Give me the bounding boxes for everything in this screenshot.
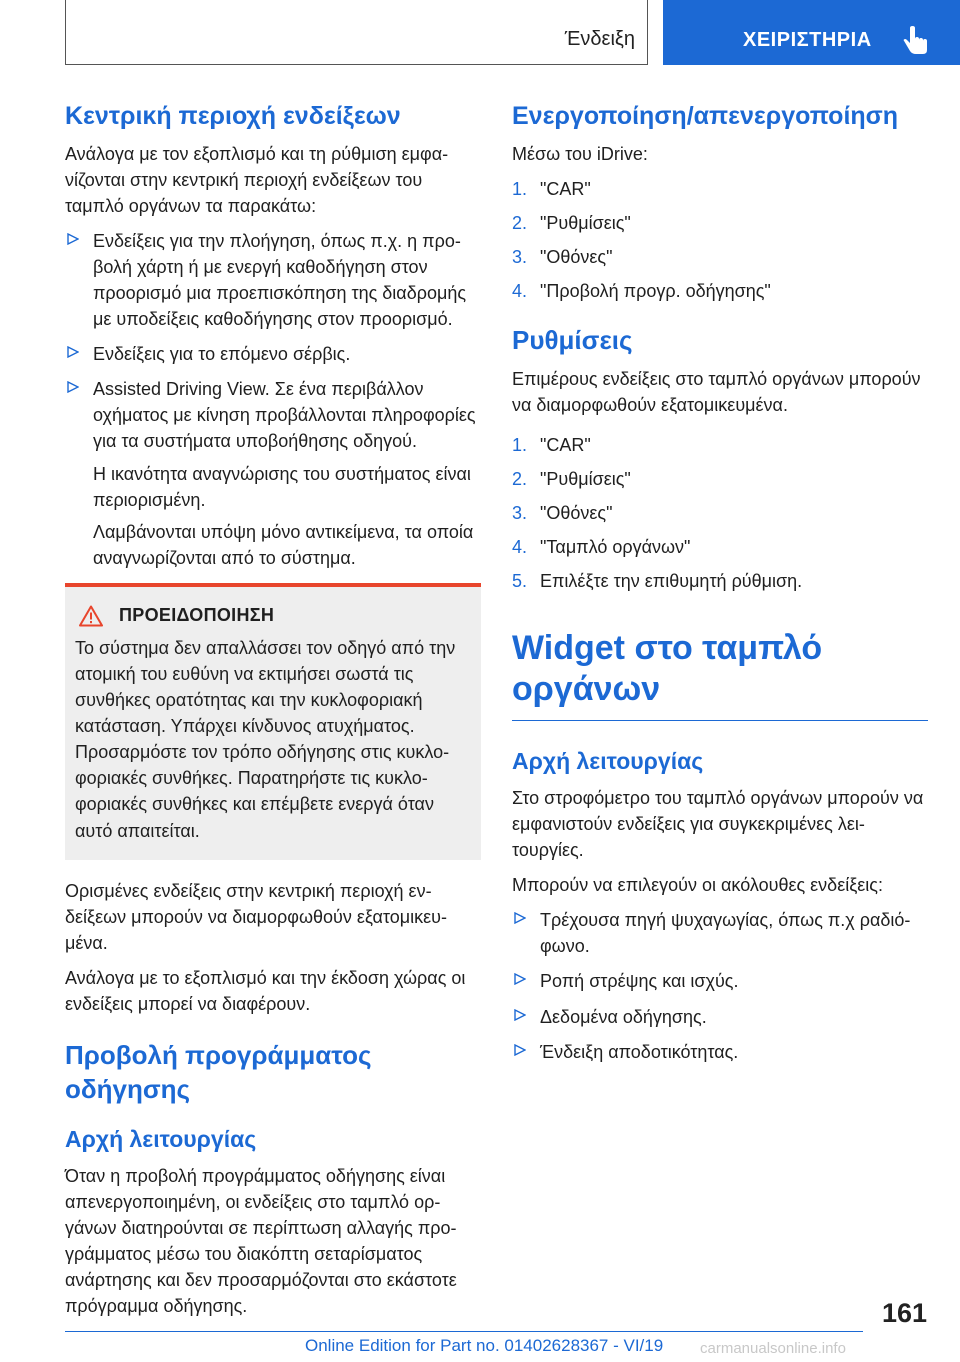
list-item — [512, 1004, 928, 1030]
step-text: "Προβολή προγρ. οδήγησης" — [540, 280, 771, 301]
list-item — [512, 534, 928, 560]
chapter-title-widget: Widget στο ταμπλό οργάνων — [512, 629, 823, 709]
numbered-list — [512, 432, 928, 594]
numbered-list — [512, 176, 928, 304]
step-text: Επιλέξτε την επιθυμητή ρύθμιση. — [540, 571, 803, 592]
paragraph: Ανάλογα με τον εξοπλισμό και τη ρύθμιση εμφανίζονται στην κεντρική περιοχή ενδείξεων του ταμπλό οργάνων τα παρακάτω: — [65, 143, 449, 216]
list-item — [512, 907, 928, 959]
step-text: "Οθόνες" — [540, 246, 613, 267]
list-item — [512, 244, 928, 270]
list-item — [512, 278, 928, 304]
paragraph: Μπορούν να επιλεγούν οι ακόλουθες ενδείξεις: — [512, 875, 883, 896]
footer-divider — [65, 1331, 863, 1332]
triangle-bullet-icon — [67, 381, 79, 393]
header-chapter-tab — [663, 0, 960, 65]
list-item — [512, 210, 928, 236]
step-number: 5. — [512, 571, 528, 592]
list-item — [65, 228, 481, 332]
paragraph: Στο στροφόμετρο του ταμπλό οργάνων μπορούν να εμφανιστούν ενδείξεις για συγκεκριμένες λειτουργίες. — [512, 787, 924, 861]
triangle-bullet-icon — [514, 1044, 526, 1056]
hand-pointer-icon — [899, 24, 933, 58]
triangle-bullet-icon — [67, 346, 79, 358]
step-number: 3. — [512, 246, 528, 267]
section-title-activation: Ενεργοποίηση/απενεργοποίηση — [512, 102, 899, 130]
list-item — [512, 432, 928, 458]
list-item-text: Τρέχουσα πηγή ψυχαγωγίας, όπως π.χ ραδιόφωνο. — [540, 910, 911, 957]
step-number: 4. — [512, 280, 528, 301]
left-column — [65, 100, 481, 1328]
title-divider — [512, 720, 928, 721]
step-text: "CAR" — [540, 178, 591, 199]
right-column — [512, 100, 928, 1074]
list-item — [512, 176, 928, 202]
triangle-bullet-icon — [67, 233, 79, 245]
paragraph: Ανάλογα με το εξοπλισμό και την έκδοση χώρας οι ενδείξεις μπορεί να διαφέρουν. — [65, 967, 466, 1015]
list-item-text: Ένδειξη αποδοτικότητας. — [540, 1041, 739, 1062]
step-text: "CAR" — [540, 434, 591, 455]
paragraph: Όταν η προβολή προγράμματος οδήγησης είναι απενεργοποιημένη, οι ενδείξεις στο ταμπλό οργάνων διατηρούνται σε περίπτωση αλλαγής προγράμματος μέσω του διακόπτη σεταρίσματος ανάρτησης και δεν προσαρμόζονται στο εκάστοτε πρόγραμμα οδήγησης. — [65, 1165, 457, 1317]
paragraph: Επιμέρους ενδείξεις στο ταμπλό οργάνων μπορούν να διαμορφωθούν εξατομικευμένα. — [512, 368, 921, 415]
section-title-driving-program: Προβολή προγράμματος οδήγησης — [65, 1040, 372, 1104]
page-number: 161 — [881, 1298, 927, 1328]
step-text: "Οθόνες" — [540, 503, 613, 524]
step-number: 3. — [512, 503, 528, 524]
header-tab-label: ΧΕΙΡΙΣΤΗΡΙΑ — [743, 29, 872, 51]
paragraph: Ορισμένες ενδείξεις στην κεντρική περιοχή ενδείξεων μπορούν να διαμορφωθούν εξατομικευμένα. — [65, 880, 447, 953]
step-number: 1. — [512, 178, 528, 199]
header-title: Ένδειξη — [564, 28, 635, 50]
list-item — [512, 500, 928, 526]
step-text: "Ρυθμίσεις" — [540, 469, 631, 490]
paragraph: Μέσω του iDrive: — [512, 143, 648, 164]
list-item-text: Δεδομένα οδήγησης. — [540, 1006, 707, 1027]
list-item — [512, 466, 928, 492]
list-item-text: Assisted Driving View. Σε ένα περιβάλλον οχήματος με κίνηση προβάλλονται πληροφορίες για τα συστήματα υποβοήθησης οδηγού. — [93, 379, 476, 452]
list-item-text: Ενδείξεις για το επόμενο σέρβις. — [93, 344, 351, 365]
step-number: 1. — [512, 434, 528, 455]
subsection-title: Αρχή λειτουργίας — [512, 748, 704, 775]
warning-triangle-icon — [79, 605, 103, 627]
warning-title: ΠΡΟΕΙΔΟΠΟΙΗΣΗ — [119, 605, 275, 626]
triangle-bullet-icon — [514, 1009, 526, 1021]
step-text: "Ταμπλό οργάνων" — [540, 537, 691, 558]
list-item — [65, 376, 481, 571]
list-item-text: Ενδείξεις για την πλοήγηση, όπως π.χ. η προβολή χάρτη ή με ενεργή καθοδήγηση στον προορισμό μια προεπισκόπηση της διαδρομής με υποδείξεις καθοδήγησης στον προορισμό. — [93, 230, 467, 330]
section-title-settings: Ρυθμίσεις — [512, 324, 633, 355]
triangle-bullet-icon — [514, 973, 526, 985]
list-item — [512, 1039, 928, 1065]
step-text: "Ρυθμίσεις" — [540, 212, 631, 233]
bullet-list — [65, 228, 481, 571]
triangle-bullet-icon — [514, 912, 526, 924]
step-number: 2. — [512, 212, 528, 233]
header-title-box — [65, 0, 648, 65]
step-number: 2. — [512, 469, 528, 490]
list-item — [512, 968, 928, 994]
footer-watermark: carmanualsonline.info — [700, 1340, 846, 1357]
warning-header — [75, 605, 471, 627]
list-item — [65, 341, 481, 367]
list-item-text: Ροπή στρέψης και ισχύς. — [540, 971, 739, 992]
bullet-list — [512, 907, 928, 1064]
subsection-title: Αρχή λειτουργίας — [65, 1125, 257, 1152]
list-item-note: Η ικανότητα αναγνώρισης του συστήματος είναι περιορισμένη. — [93, 463, 471, 510]
warning-text: Το σύστημα δεν απαλλάσσει τον οδηγό από την ατομική του ευθύνη να εκτιμήσει σωστά τις συνθήκες ορατότητας και την κυκλοφοριακή κατάσταση. Υπάρχει κίνδυνος ατυχήματος. Προσαρμόστε τον τρόπο οδήγησης στις κυκλοφοριακές συνθήκες. Παρατηρήστε τις κυκλοφοριακές συνθήκες και επέμβετε ενεργά όταν αυτό απαιτείται. — [75, 637, 456, 841]
list-item-note: Λαμβάνονται υπόψη μόνο αντικείμενα, τα οποία αναγνωρίζονται από το σύστημα. — [93, 521, 474, 568]
warning-box — [65, 583, 481, 860]
footer-edition: Online Edition for Part no. 01402628367 - VI/19 — [305, 1336, 664, 1355]
list-item — [512, 568, 928, 594]
step-number: 4. — [512, 537, 528, 558]
section-title-central-display: Κεντρική περιοχή ενδείξεων — [65, 102, 401, 130]
